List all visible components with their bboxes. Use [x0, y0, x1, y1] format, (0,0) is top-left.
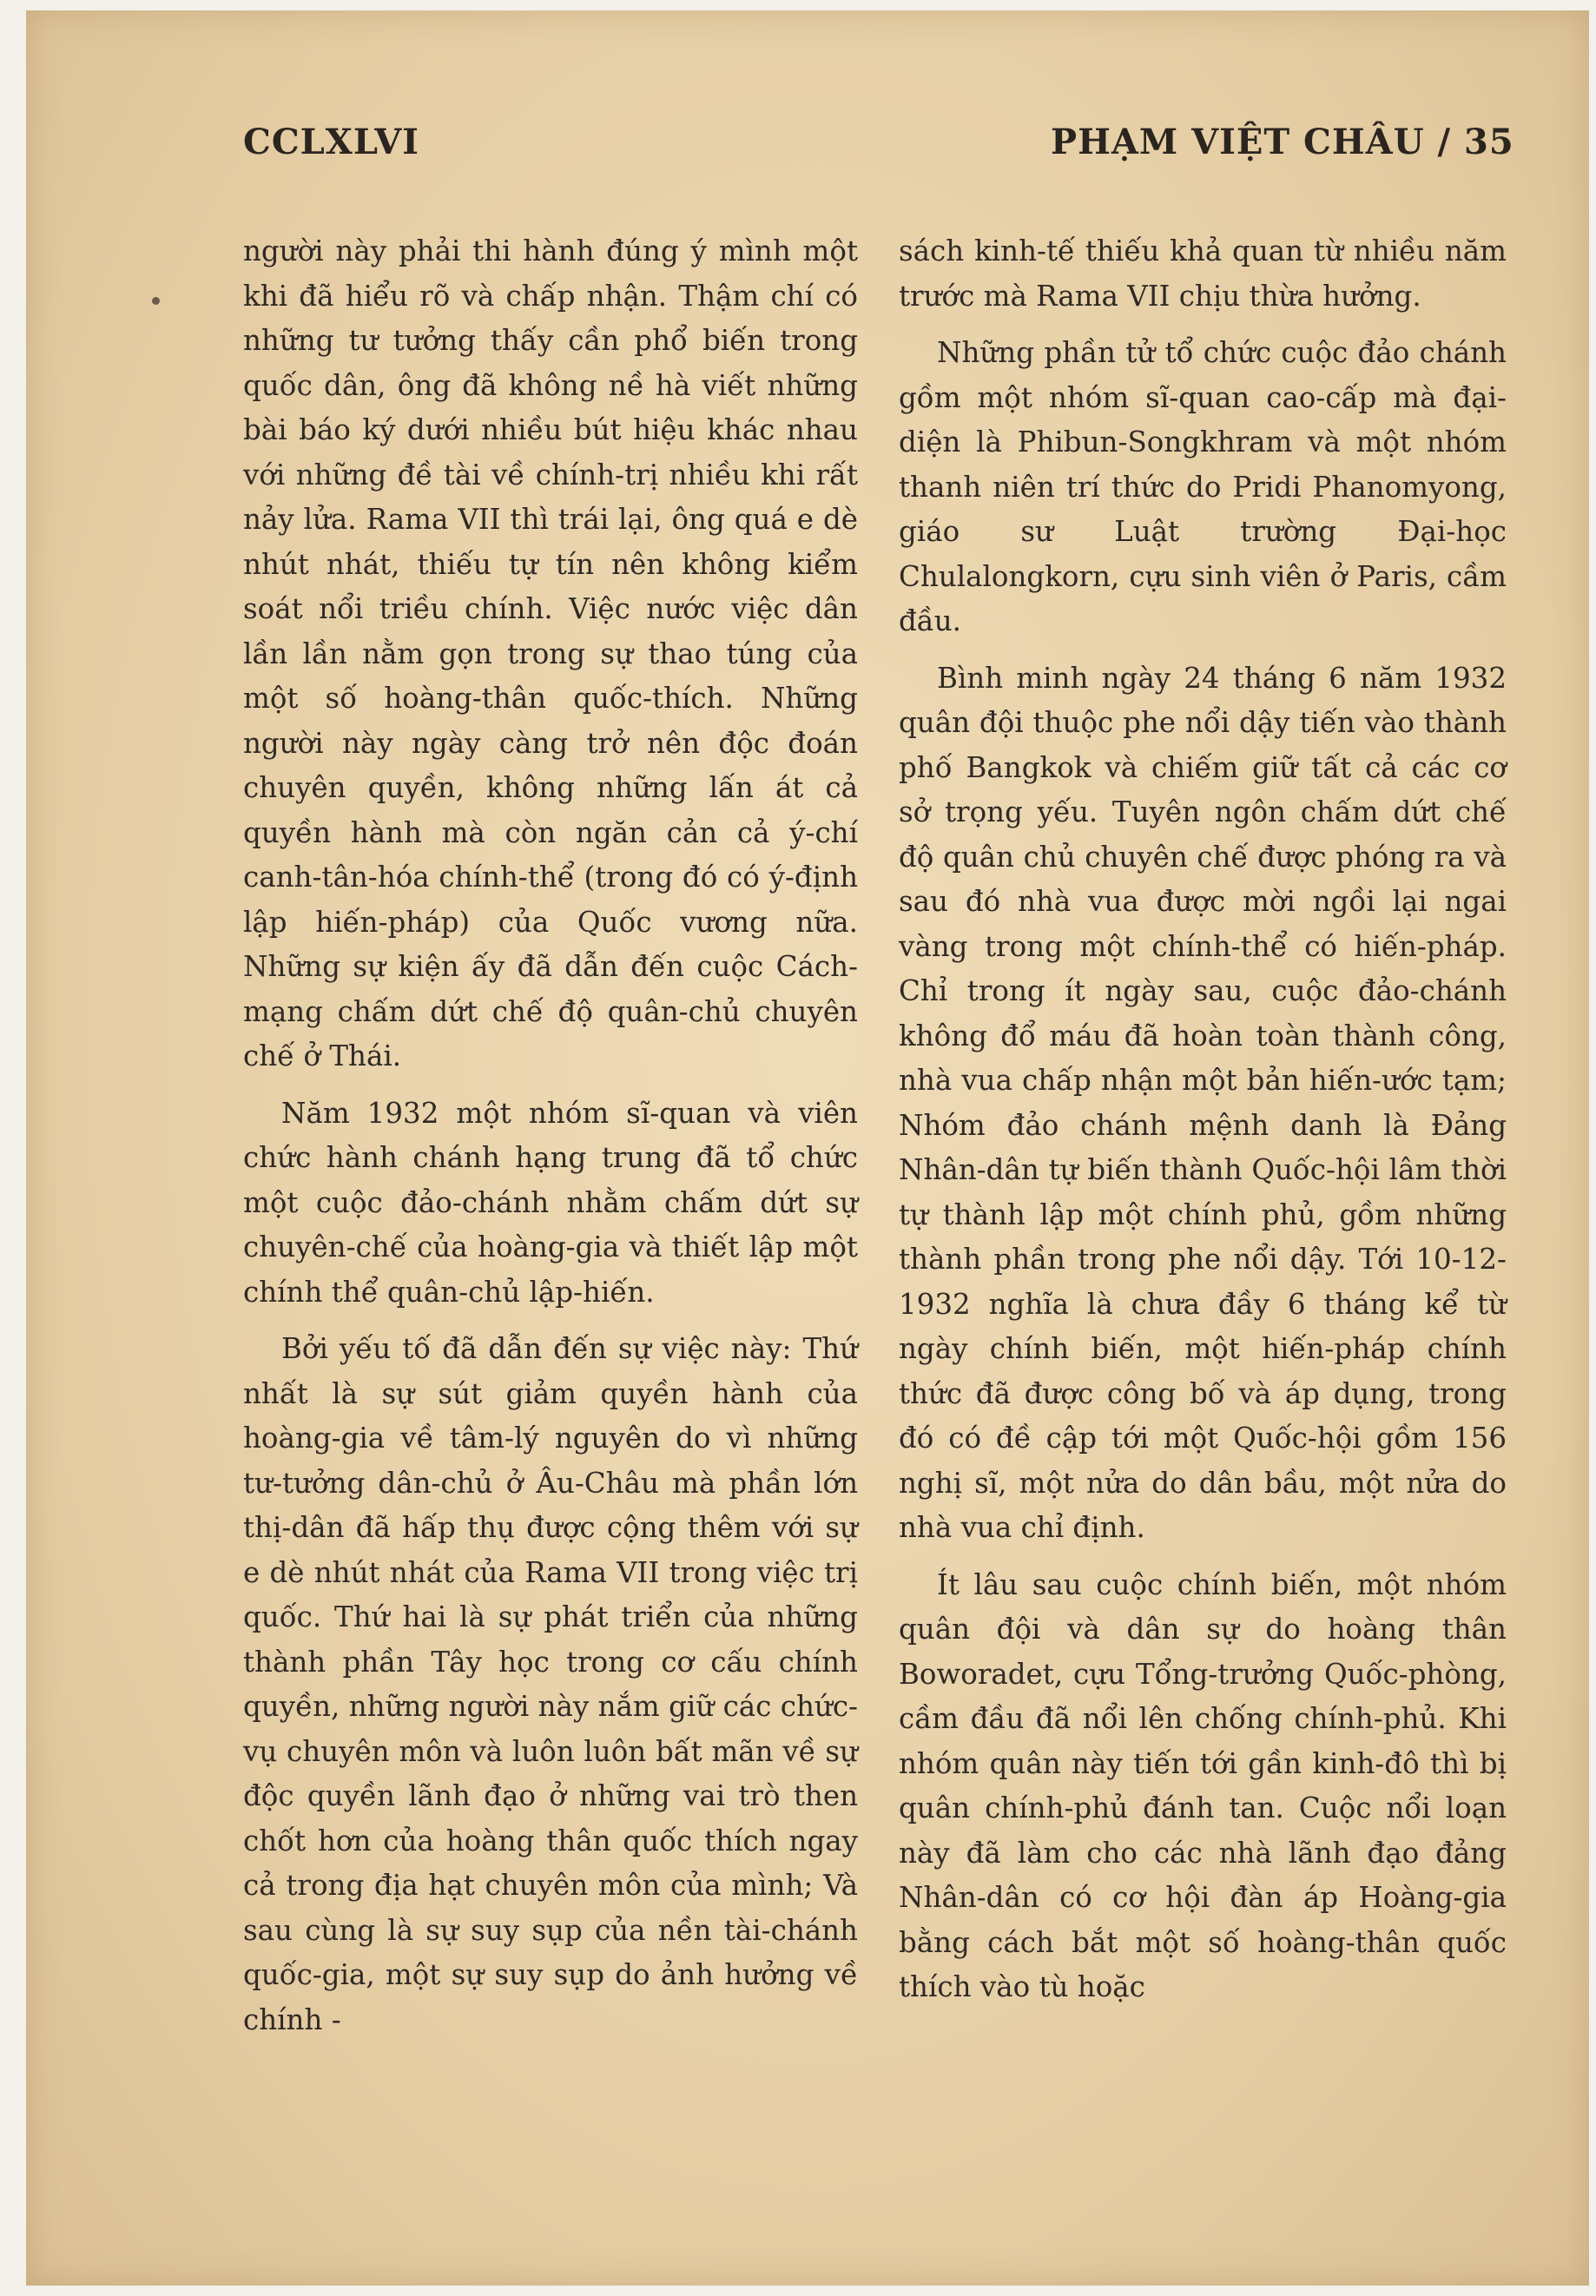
paragraph: Bởi yếu tố đã dẫn đến sự việc này: Thứ nhất là sự sút giảm quyền hành của hoàng-gia về tâm-lý nguyên do vì những tư-tưởng dân-chủ ở Âu-Châu mà phần lớn thị-dân đã hấp thụ được cộng thêm với sự e dè nhút nhát của Rama VII trong việc trị quốc. Thứ hai là sự phát triển của những thành phần Tây học trong cơ cấu chính quyền, những người này nắm giữ các chức-vụ chuyên môn và luôn luôn bất mãn về sự độc quyền lãnh đạo ở những vai trò then chốt hơn của hoàng thân quốc thích ngay cả trong địa hạt chuyên môn của mình; Và sau cùng là sự suy sụp của nền tài-chánh quốc-gia, một sự suy sụp do ảnh hưởng về chính -: [243, 1332, 858, 2036]
paragraph: Những phần tử tổ chức cuộc đảo chánh gồm một nhóm sĩ-quan cao-cấp mà đại-diện là Phibun-Songkhram và một nhóm thanh niên trí thức do Pridi Phanomyong, giáo sư Luật trường Đại-học Chulalongkorn, cựu sinh viên ở Paris, cầm đầu.: [899, 336, 1507, 637]
left-column: [243, 229, 858, 2055]
paragraph: người này phải thi hành đúng ý mình một khi đã hiểu rõ và chấp nhận. Thậm chí có những tư tưởng thấy cần phổ biến trong quốc dân, ông đã không nề hà viết những bài báo ký dưới nhiều bút hiệu khác nhau với những đề tài về chính-trị nhiều khi rất nảy lửa. Rama VII thì trái lại, ông quá e dè nhút nhát, thiếu tự tín nên không kiểm soát nổi triều chính. Việc nước việc dân lần lần nằm gọn trong sự thao túng của một số hoàng-thân quốc-thích. Những người này ngày càng trở nên độc đoán chuyên quyền, không những lấn át cả quyền hành mà còn ngăn cản cả ý-chí canh-tân-hóa chính-thể (trong đó có ý-định lập hiến-pháp) của Quốc vương nữa. Những sự kiện ấy đã dẫn đến cuộc Cách-mạng chấm dứt chế độ quân-chủ chuyên chế ở Thái.: [243, 234, 858, 1072]
paragraph: Năm 1932 một nhóm sĩ-quan và viên chức hành chánh hạng trung đã tổ chức một cuộc đảo-chánh nhằm chấm dứt sự chuyên-chế của hoàng-gia và thiết lập một chính thể quân-chủ lập-hiến.: [243, 1096, 858, 1309]
book-page: [26, 10, 1589, 2286]
right-column: [899, 229, 1507, 2022]
running-header-author-page: PHẠM VIỆT CHÂU / 35: [1051, 122, 1514, 162]
ink-dot: [152, 297, 160, 305]
chapter-number: CCLXLVI: [243, 122, 419, 162]
paragraph: Ít lâu sau cuộc chính biến, một nhóm quân đội và dân sự do hoàng thân Boworadet, cựu Tổng-trưởng Quốc-phòng, cầm đầu đã nổi lên chống chính-phủ. Khi nhóm quân này tiến tới gần kinh-đô thì bị quân chính-phủ đánh tan. Cuộc nổi loạn này đã làm cho các nhà lãnh đạo đảng Nhân-dân có cơ hội đàn áp Hoàng-gia bằng cách bắt một số hoàng-thân quốc thích vào tù hoặc: [899, 1567, 1507, 2003]
paragraph: Bình minh ngày 24 tháng 6 năm 1932 quân đội thuộc phe nổi dậy tiến vào thành phố Bangkok và chiếm giữ tất cả các cơ sở trọng yếu. Tuyên ngôn chấm dứt chế độ quân chủ chuyên chế được phóng ra và sau đó nhà vua được mời ngồi lại ngai vàng trong một chính-thể có hiến-pháp. Chỉ trong ít ngày sau, cuộc đảo-chánh không đổ máu đã hoàn toàn thành công, nhà vua chấp nhận một bản hiến-ước tạm; Nhóm đảo chánh mệnh danh là Đảng Nhân-dân tự biến thành Quốc-hội lâm thời tự thành lập một chính phủ, gồm những thành phần trong phe nổi dậy. Tới 10-12-1932 nghĩa là chưa đầy 6 tháng kể từ ngày chính biến, một hiến-pháp chính thức đã được công bố và áp dụng, trong đó có đề cập tới một Quốc-hội gồm 156 nghị sĩ, một nửa do dân bầu, một nửa do nhà vua chỉ định.: [899, 661, 1507, 1544]
paragraph: sách kinh-tế thiếu khả quan từ nhiều năm trước mà Rama VII chịu thừa hưởng.: [899, 234, 1507, 313]
